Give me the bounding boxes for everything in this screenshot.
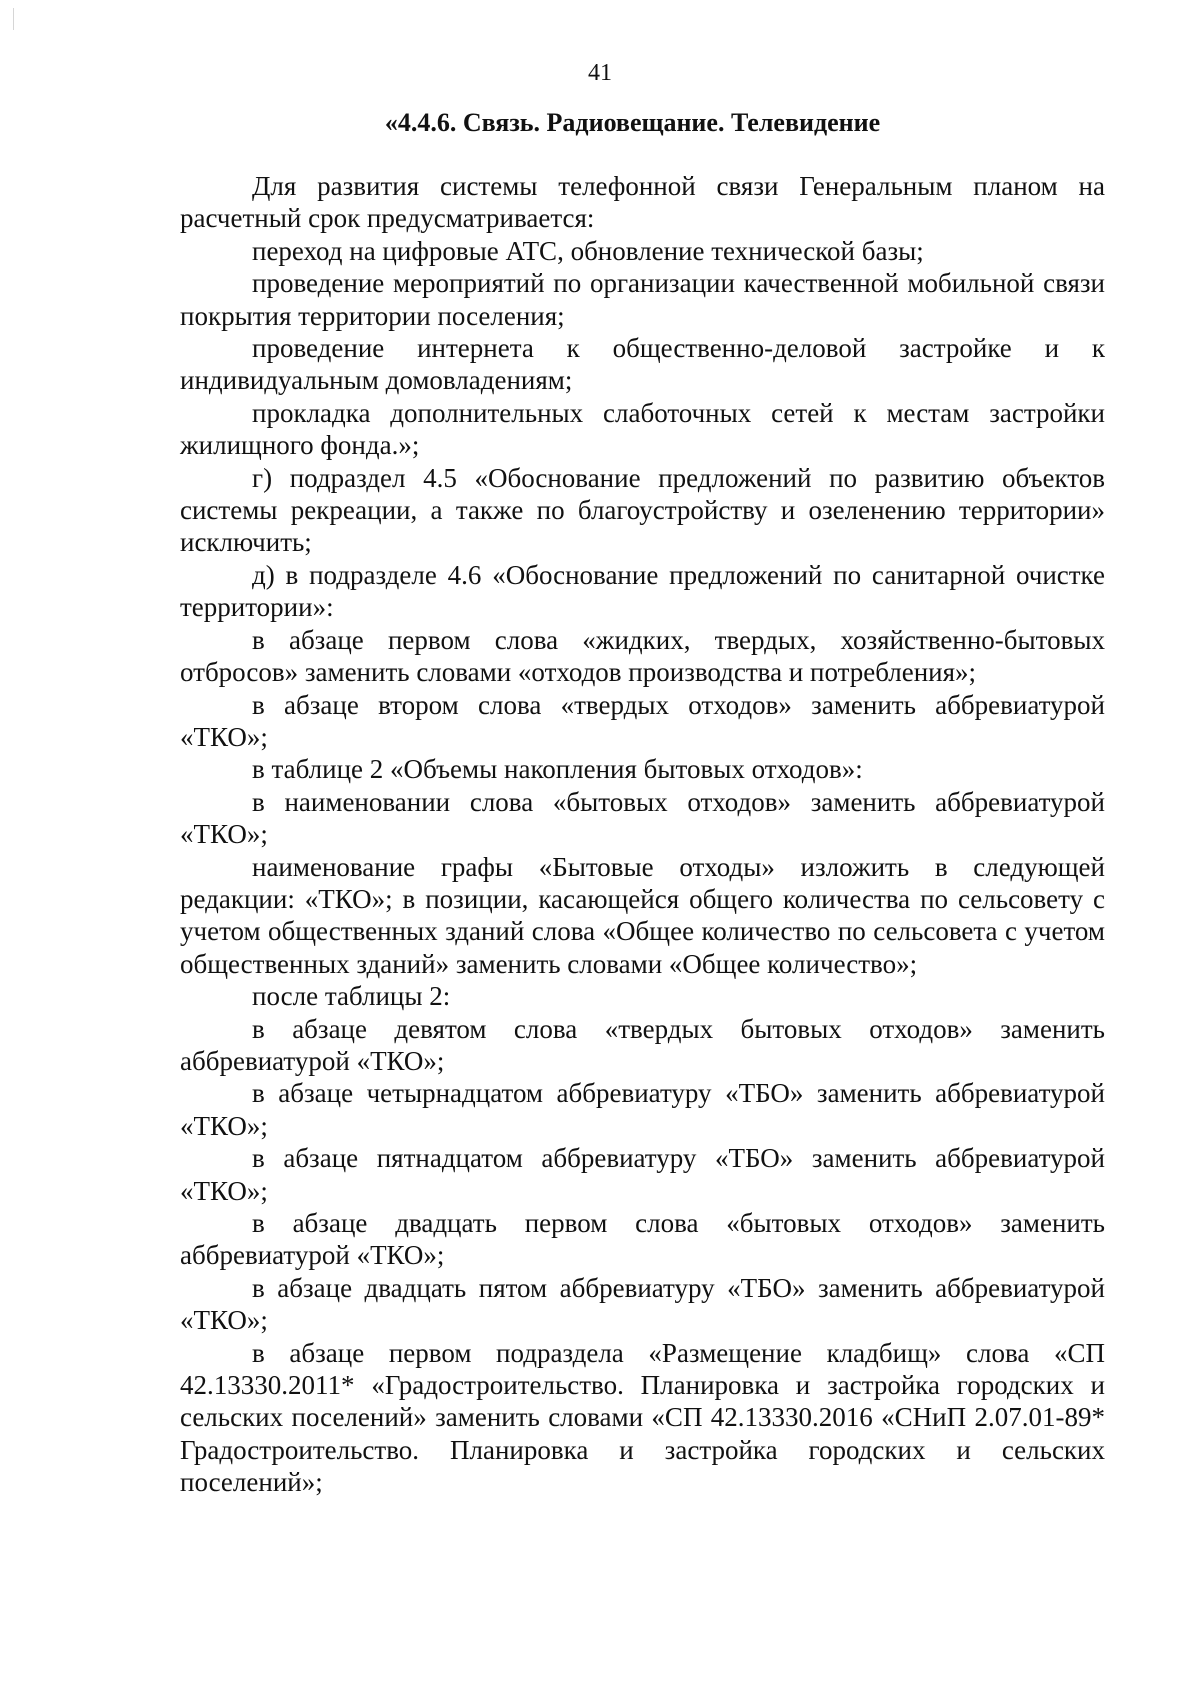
paragraph: в абзаце девятом слова «твердых бытовых отходов» заменить аббревиатурой «ТКО»; [180, 1013, 1105, 1076]
paragraph: в абзаце пятнадцатом аббревиатуру «ТБО» заменить аббревиатурой «ТКО»; [180, 1143, 1105, 1206]
paragraph: в наименовании слова «бытовых отходов» заменить аббревиатурой «ТКО»; [180, 786, 1105, 850]
section-title: «4.4.6. Связь. Радиовещание. Телевидение [384, 108, 881, 137]
paragraph: наименование графы «Бытовые отходы» изложить в следующей редакции: «ТКО»; в позиции, касающейся общего количества по сельсовету с учетом общественных зданий слова «Общее количество по сельсовета с учетом общественных зданий» заменить словами «Общее количество»; [180, 851, 1105, 979]
paragraph: проведение интернета к общественно-деловой застройке и к индивидуальным домовладениям; [180, 333, 1105, 396]
page-number: 41 [588, 60, 612, 86]
paragraph: в абзаце первом подраздела «Размещение кладбищ» слова «СП 42.13330.2011* «Градостроительство. Планировка и застройка городских и сельских поселений» заменить словами «СП 42.13330.2016 «СНиП 2.07.01-89* Градостроительство. Планировка и застройка городских и сельских поселений»; [180, 1337, 1105, 1498]
paragraph: в абзаце втором слова «твердых отходов» заменить аббревиатурой «ТКО»; [180, 689, 1105, 752]
paragraph: после таблицы 2: [252, 981, 451, 1012]
paragraph: в абзаце двадцать первом слова «бытовых отходов» заменить аббревиатурой «ТКО»; [180, 1208, 1105, 1271]
paragraph: проведение мероприятий по организации качественной мобильной связи покрытия территории поселения; [180, 268, 1105, 331]
paragraph: г) подраздел 4.5 «Обоснование предложений по развитию объектов системы рекреации, а также по благоустройству и озеленению территории» исключить; [180, 462, 1105, 558]
paragraph: прокладка дополнительных слаботочных сетей к местам застройки жилищного фонда.»; [180, 397, 1105, 461]
paragraph: Для развития системы телефонной связи Генеральным планом на расчетный срок предусматривается: [180, 171, 1105, 234]
paragraph: в абзаце двадцать пятом аббревиатуру «ТБО» заменить аббревиатурой «ТКО»; [180, 1272, 1105, 1336]
paragraph: в таблице 2 «Объемы накопления бытовых отходов»: [252, 754, 863, 785]
paragraph: в абзаце четырнадцатом аббревиатуру «ТБО» заменить аббревиатурой «ТКО»; [180, 1078, 1105, 1141]
paragraph: в абзаце первом слова «жидких, твердых, хозяйственно-бытовых отбросов» заменить словами «отходов производства и потребления»; [180, 624, 1105, 688]
paragraph: д) в подразделе 4.6 «Обоснование предложений по санитарной очистке территории»: [180, 559, 1105, 623]
paragraph: переход на цифровые АТС, обновление технической базы; [252, 235, 924, 266]
body-text [180, 170, 1105, 1499]
scan-artifact [13, 8, 14, 30]
